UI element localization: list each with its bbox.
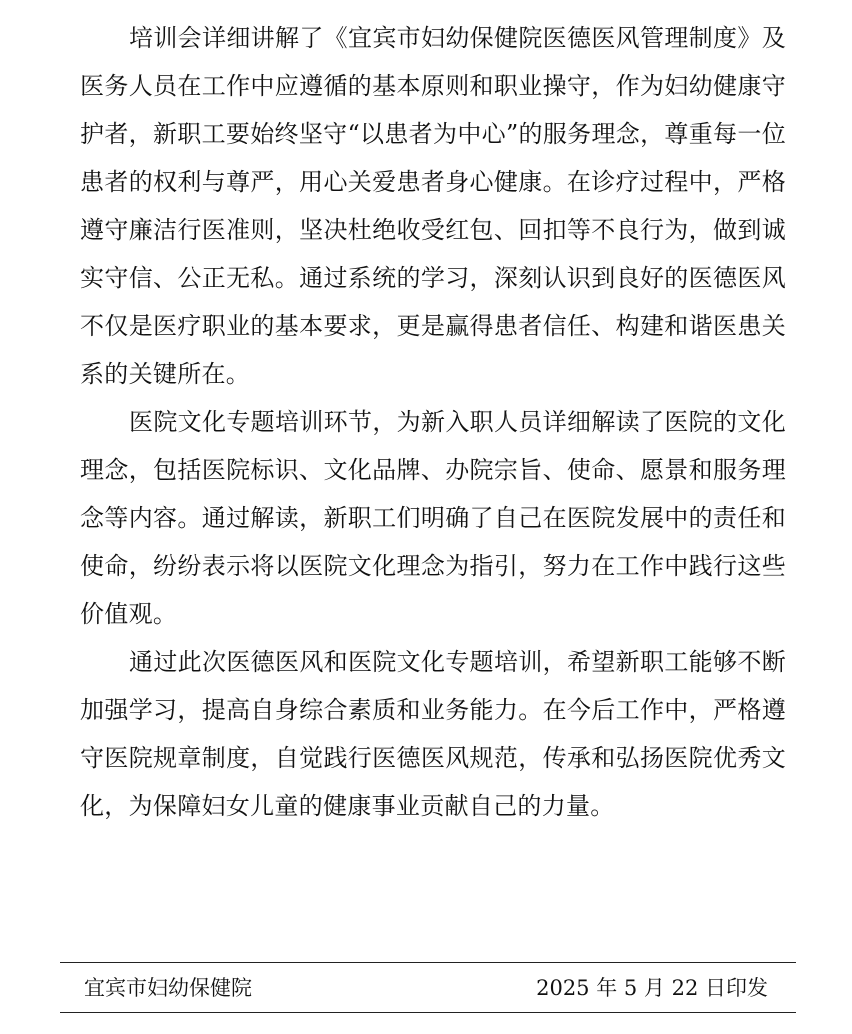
- body-paragraph: 医院文化专题培训环节，为新入职人员详细解读了医院的文化理念，包括医院标识、文化品牌、办院宗旨、使命、愿景和服务理念等内容。通过解读，新职工们明确了自己在医院发展中的责任和使命，纷纷表示将以医院文化理念为指引，努力在工作中践行这些价值观。: [80, 408, 786, 628]
- footer-top-rule: [60, 962, 796, 963]
- issuer-name: 宜宾市妇幼保健院: [84, 976, 252, 1000]
- body-paragraph: 培训会详细讲解了《宜宾市妇幼保健院医德医风管理制度》及医务人员在工作中应遵循的基本原则和职业操守，作为妇幼健康守护者，新职工要始终坚守“以患者为中心”的服务理念，尊重每一位患者的权利与尊严，用心关爱患者身心健康。在诊疗过程中，严格遵守廉洁行医准则，坚决杜绝收受红包、回扣等不良行为，做到诚实守信、公正无私。通过系统的学习，深刻认识到良好的医德医风不仅是医疗职业的基本要求，更是赢得患者信任、构建和谐医患关系的关键所在。: [80, 24, 786, 388]
- footer-bottom-rule: [60, 1012, 796, 1013]
- document-body: [80, 14, 786, 830]
- body-paragraph: 通过此次医德医风和医院文化专题培训，希望新职工能够不断加强学习，提高自身综合素质和业务能力。在今后工作中，严格遵守医院规章制度，自觉践行医德医风规范，传承和弘扬医院优秀文化，为保障妇女儿童的健康事业贡献自己的力量。: [80, 648, 786, 820]
- issue-date: 2025 年 5 月 22 日印发: [536, 976, 768, 1000]
